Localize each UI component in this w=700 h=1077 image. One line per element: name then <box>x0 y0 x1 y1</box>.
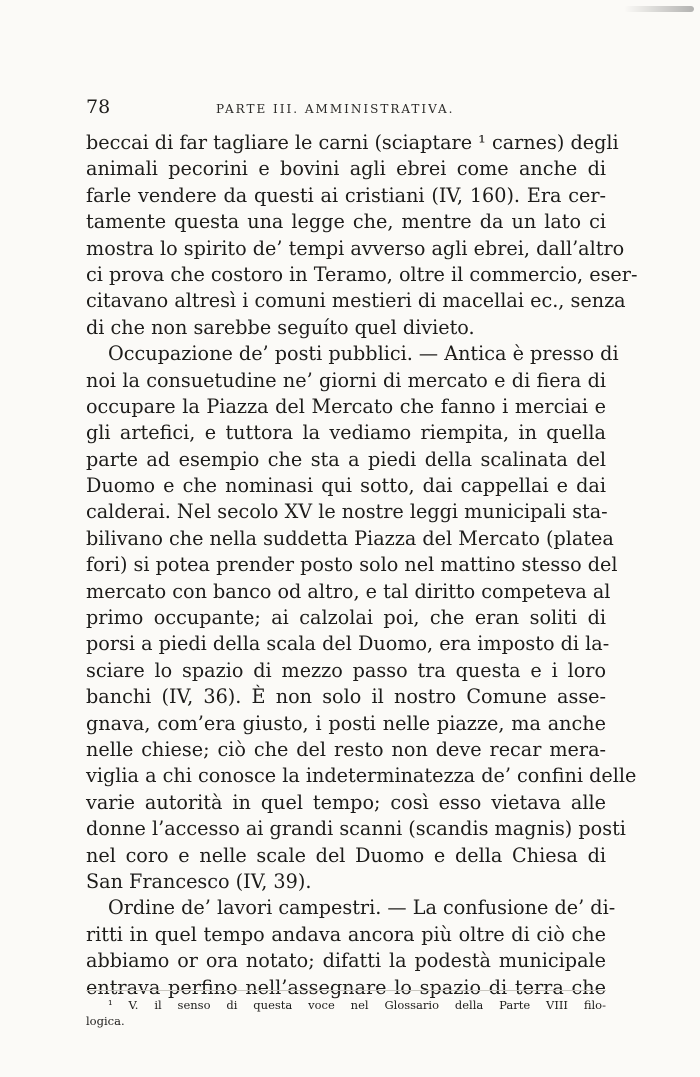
text-line: viglia a chi conosce la indeterminatezza de’ confini delle <box>86 764 637 788</box>
footnote-line: ¹ V. il senso di questa voce nel Glossario della Parte VIII filo- <box>108 998 606 1012</box>
text-line: noi la consuetudine ne’ giorni di mercato e di fiera di <box>86 368 606 392</box>
text-line: mercato con banco od altro, e tal diritto competeva al <box>86 579 611 603</box>
section-heading-line: Occupazione de’ posti pubblici. — Antica è presso di <box>108 342 619 366</box>
text-line: sciare lo spazio di mezzo passo tra questa e i loro <box>86 658 606 682</box>
text-line: varie autorità in quel tempo; così esso vietava alle <box>86 790 606 814</box>
footnotes <box>86 990 606 1029</box>
text-line: abbiamo or ora notato; difatti la podestà municipale <box>86 949 606 973</box>
text-line: primo occupante; ai calzolai poi, che eran soliti di <box>86 606 606 630</box>
text-line: porsi a piedi della scala del Duomo, era imposto di la- <box>86 632 610 656</box>
section-heading-line: Ordine de’ lavori campestri. — La confusione de’ di- <box>108 896 616 920</box>
text-line: mostra lo spirito de’ tempi avverso agli ebrei, dall’altro <box>86 236 625 260</box>
text-line: calderai. Nel secolo XV le nostre leggi municipali sta- <box>86 500 608 524</box>
page-number: 78 <box>86 96 111 118</box>
text-line: nel coro e nelle scale del Duomo e della Chiesa di <box>86 843 606 867</box>
footnote-line: logica. <box>86 1014 125 1028</box>
text-line: occupare la Piazza del Mercato che fanno i merciai e <box>86 394 606 418</box>
text-line: fori) si potea prender posto solo nel mattino stesso del <box>86 553 618 577</box>
text-line: parte ad esempio che sta a piedi della scalinata del <box>86 447 606 471</box>
text-line: ritti in quel tempo andava ancora più oltre di ciò che <box>86 922 606 946</box>
text-line: nelle chiese; ciò che del resto non deve recar mera- <box>86 737 606 761</box>
running-title: PARTE III. AMMINISTRATIVA. <box>216 102 455 116</box>
text-line: San Francesco (IV, 39). <box>86 869 312 893</box>
text-line: animali pecorini e bovini agli ebrei come anche di <box>86 157 606 181</box>
text-line: citavano altresì i comuni mestieri di macellai ec., senza <box>86 289 626 313</box>
page-content <box>86 96 638 1001</box>
text-line: di che non sarebbe seguíto quel divieto. <box>86 315 475 339</box>
text-line: donne l’accesso ai grandi scanni (scandis magnis) posti <box>86 817 626 841</box>
text-line: bilivano che nella suddetta Piazza del Mercato (platea <box>86 526 614 550</box>
text-line: gnava, com’era giusto, i posti nelle piazze, ma anche <box>86 711 606 735</box>
scan-artifact <box>624 6 694 12</box>
text-line: tamente questa una legge che, mentre da un lato ci <box>86 210 606 234</box>
text-line: beccai di far tagliare le carni (sciaptare ¹ carnes) degli <box>86 131 619 154</box>
text-line: entrava perfino nell’assegnare lo spazio di terra che <box>86 975 606 999</box>
running-header <box>86 96 606 126</box>
text-line: ci prova che costoro in Teramo, oltre il commercio, eser- <box>86 262 638 286</box>
text-line: banchi (IV, 36). È non solo il nostro Comune asse- <box>86 685 606 709</box>
text-line: gli artefici, e tuttora la vediamo riempita, in quella <box>86 421 606 445</box>
text-line: farle vendere da questi ai cristiani (IV, 160). Era cer- <box>86 183 606 207</box>
text-line: Duomo e che nominasi qui sotto, dai cappellai e dai <box>86 474 606 498</box>
body-text <box>86 130 638 1001</box>
